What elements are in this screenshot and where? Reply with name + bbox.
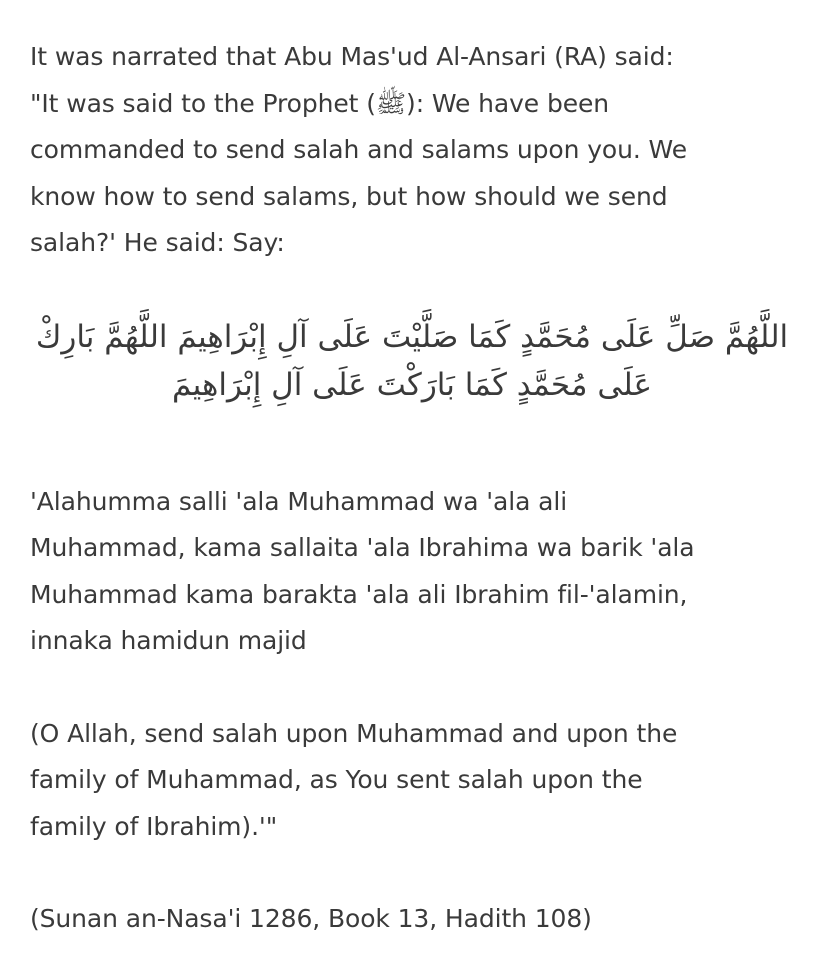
arabic-dua: [30, 313, 794, 409]
transliteration: [30, 479, 794, 665]
intro-line: It was narrated that Abu Mas'ud Al-Ansari (RA) said:: [30, 42, 674, 71]
translation-line: (O Allah, send salah upon Muhammad and upon the: [30, 718, 678, 748]
intro-line: "It was said to the Prophet (ﷺ): We have been: [30, 88, 610, 118]
reference-text: (Sunan an-Nasa'i 1286, Book 13, Hadith 108): [30, 904, 592, 933]
intro-line: commanded to send salah and salams upon you. We: [30, 135, 687, 164]
transliteration-line: Muhammad kama barakta 'ala ali Ibrahim fil-'alamin,: [30, 579, 688, 609]
intro-line: salah?' He said: Say:: [30, 228, 285, 257]
hadith-reference: [30, 896, 794, 943]
transliteration-line: innaka hamidun majid: [30, 626, 307, 655]
hadith-intro: [30, 34, 794, 267]
intro-line: know how to send salams, but how should we send: [30, 181, 668, 211]
transliteration-line: 'Alahumma salli 'ala Muhammad wa 'ala ali: [30, 486, 568, 516]
translation-line: family of Muhammad, as You sent salah upon the: [30, 765, 643, 794]
arabic-line: اللَّهُمَّ صَلِّ عَلَى مُحَمَّدٍ كَمَا صَلَّيْتَ عَلَى آلِ إِبْرَاهِيمَ اللَّهُمَّ بَارِكْ: [35, 318, 789, 355]
arabic-line: عَلَى مُحَمَّدٍ كَمَا بَارَكْتَ عَلَى آلِ إِبْرَاهِيمَ: [172, 366, 652, 403]
transliteration-line: Muhammad, kama sallaita 'ala Ibrahima wa barik 'ala: [30, 533, 695, 562]
translation: [30, 711, 794, 851]
translation-line: family of Ibrahim).'": [30, 811, 278, 841]
